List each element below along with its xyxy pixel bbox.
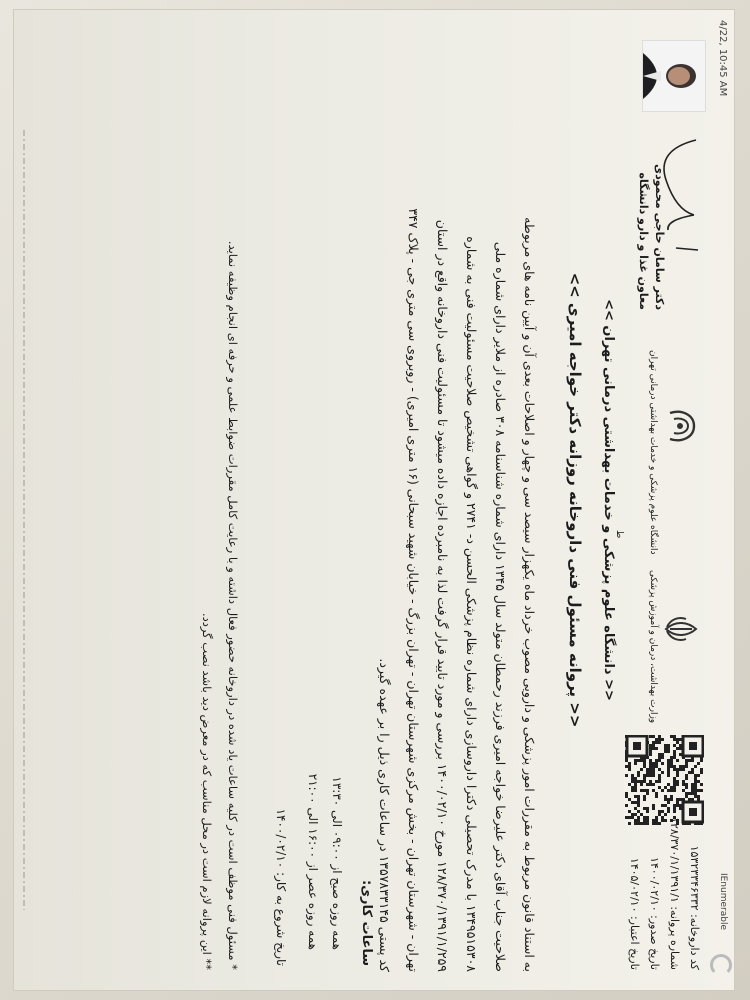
license-document bbox=[14, 10, 734, 990]
ministry-name: وزارت بهداشت، درمان و آموزش پزشکی bbox=[648, 570, 658, 724]
evening-hours: همه روزه عصر از ۱۶:۰۰ الی ۲۱:۰۰ bbox=[306, 773, 320, 950]
body-line: تهران - شهرستان تهران - بخش مرکزی شهرستان تهران - تهران بزرگ - خیابان شهید سبحانی (۱۶ متری امیری) - روبروی سی متری جی - پلاک ۳۴۷ bbox=[406, 208, 421, 972]
signer-name: دکتر سامان حاجی محمودی bbox=[653, 164, 666, 310]
license-number: شماره پروانه: ۱۲۸/۳۷۰/۱/۱۳۹۱/۱ bbox=[668, 817, 681, 970]
print-timestamp: 4/22, 10:45 AM bbox=[717, 20, 728, 97]
loading-ring-icon bbox=[710, 954, 732, 976]
signer-title: معاون غذا و دارو دانشگاه bbox=[637, 172, 650, 310]
body-line: ۱۲۸/۳۷۰/۱۳۹۱/۱/۲۵۹ مورخ ۱۴۰۰/۰۲/۱۰ بررسی و مورد تایید قرار گرفت لذا به نامبرده اجازه داده میشود تا مسئولیت فنی داروخانه واقع در استان bbox=[435, 219, 450, 972]
print-header-label: IEnumerable bbox=[718, 872, 728, 930]
footnote-duty: * مسئول فنی موظف است در کلیه ساعات یاد شده در داروخانه حضور فعال داشته و با رعایت کامل مقررات ضوابط علمی و حرفه ای انجام وظیفه نماید. bbox=[226, 240, 240, 970]
start-date: تاریخ شروع به کار: ۱۴۰۰/۰۲/۱۰ bbox=[274, 808, 288, 966]
footer-url-line bbox=[19, 130, 29, 910]
pharmacy-code: کد داروخانه: ۱۵۳۲۳۳۴۶۳۳۲ bbox=[688, 845, 701, 970]
stamp-mark: ط bbox=[614, 530, 624, 539]
body-line: ۱۳۴۹۵۱۵۳۰۸ با مدرک تحصیلی دکترا داروسازی دارای شماره نظام پزشکی الحسن د- ۲۷۴۱ و گواهی تشخیص صلاحیت مسئولیت فنی به شماره bbox=[464, 236, 479, 972]
expiry-date: تاریخ اعتبار: ۱۴۰۵/۰۲/۱۰ bbox=[628, 857, 641, 970]
body-line: کد پستی ۱۳۵۷۸۳۳۱۴۵ در ساعات کاری ذیل را بر عهده گیرد. bbox=[377, 658, 392, 972]
university-title: << دانشگاه علوم پزشکی و خدمات بهداشتی درمانی تهران >> bbox=[601, 299, 616, 701]
license-body bbox=[370, 32, 544, 972]
body-line: صلاحیت جناب آقای دکتر علیرضا خواجه امیری فرزند رحمطان متولد سال ۱۳۴۵ دارای شماره شناسنامه ۳۰۸ صادره از ملایر دارای شماره ملی bbox=[493, 241, 508, 972]
body-line: به استناد قانون مربوط به مقررات امور پزشکی و دارویی مصوب خرداد ماه یکهزار سیصد سی و چهار و اصلاحات بعدی آن و آیین نامه های مربوطه bbox=[522, 217, 537, 972]
license-meta bbox=[624, 817, 704, 970]
morning-hours: همه روزه صبح از ۰۹:۰۰ الی ۱۳:۳۰ bbox=[330, 776, 344, 950]
license-title: << پروانه مسئول فنی داروخانه روزانه دکتر خواجه امیری >> bbox=[566, 272, 584, 728]
footnote-display: ** این پروانه لازم است در محل مناسب که در معرض دید باشد نصب گردد. bbox=[200, 612, 214, 970]
signature-block bbox=[616, 120, 706, 310]
issue-date: تاریخ صدور: ۱۴۰۰/۰۲/۱۰ bbox=[648, 856, 661, 970]
university-logo-icon bbox=[662, 405, 700, 447]
university-name-small: دانشگاه علوم پزشکی و خدمات بهداشتی درمانی تهران bbox=[648, 350, 658, 555]
holder-photo bbox=[642, 40, 706, 112]
iran-emblem-icon bbox=[662, 610, 700, 648]
working-hours-title: ساعات کاری: bbox=[359, 879, 374, 966]
qr-code bbox=[624, 735, 704, 825]
